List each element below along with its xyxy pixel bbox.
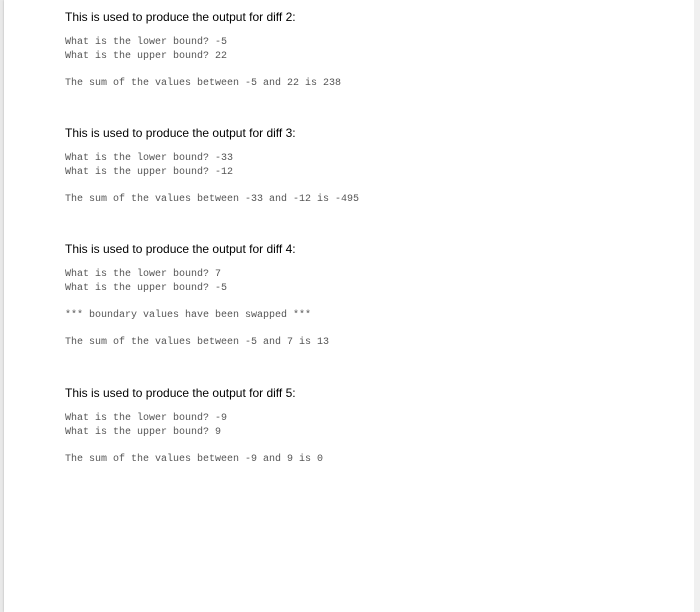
lower-bound-prompt: What is the lower bound? -5 — [65, 37, 228, 48]
sum-result: The sum of the values between -9 and 9 is 0 — [65, 454, 324, 465]
section-heading: This is used to produce the output for diff 3: — [65, 126, 296, 140]
lower-bound-prompt: What is the lower bound? -9 — [65, 413, 228, 424]
output-section-diff-4 — [65, 240, 684, 350]
upper-bound-prompt: What is the upper bound? 9 — [65, 427, 222, 438]
lower-bound-prompt: What is the lower bound? -33 — [65, 153, 234, 164]
section-heading: This is used to produce the output for diff 5: — [65, 386, 296, 400]
upper-bound-prompt: What is the upper bound? -12 — [65, 167, 234, 178]
sum-result: The sum of the values between -5 and 7 is 13 — [65, 337, 330, 348]
document-content — [65, 8, 684, 467]
sum-result: The sum of the values between -5 and 22 is 238 — [65, 78, 342, 89]
output-section-diff-5 — [65, 384, 684, 467]
output-section-diff-3 — [65, 124, 684, 207]
upper-bound-prompt: What is the upper bound? -5 — [65, 283, 228, 294]
section-heading: This is used to produce the output for diff 4: — [65, 242, 296, 256]
swap-notice: *** boundary values have been swapped *** — [65, 310, 312, 321]
section-heading: This is used to produce the output for diff 2: — [65, 10, 296, 24]
sum-result: The sum of the values between -33 and -12 is -495 — [65, 194, 360, 205]
upper-bound-prompt: What is the upper bound? 22 — [65, 51, 228, 62]
scrollbar[interactable] — [694, 0, 700, 612]
output-section-diff-2 — [65, 8, 684, 91]
document-page — [4, 0, 694, 612]
lower-bound-prompt: What is the lower bound? 7 — [65, 269, 222, 280]
